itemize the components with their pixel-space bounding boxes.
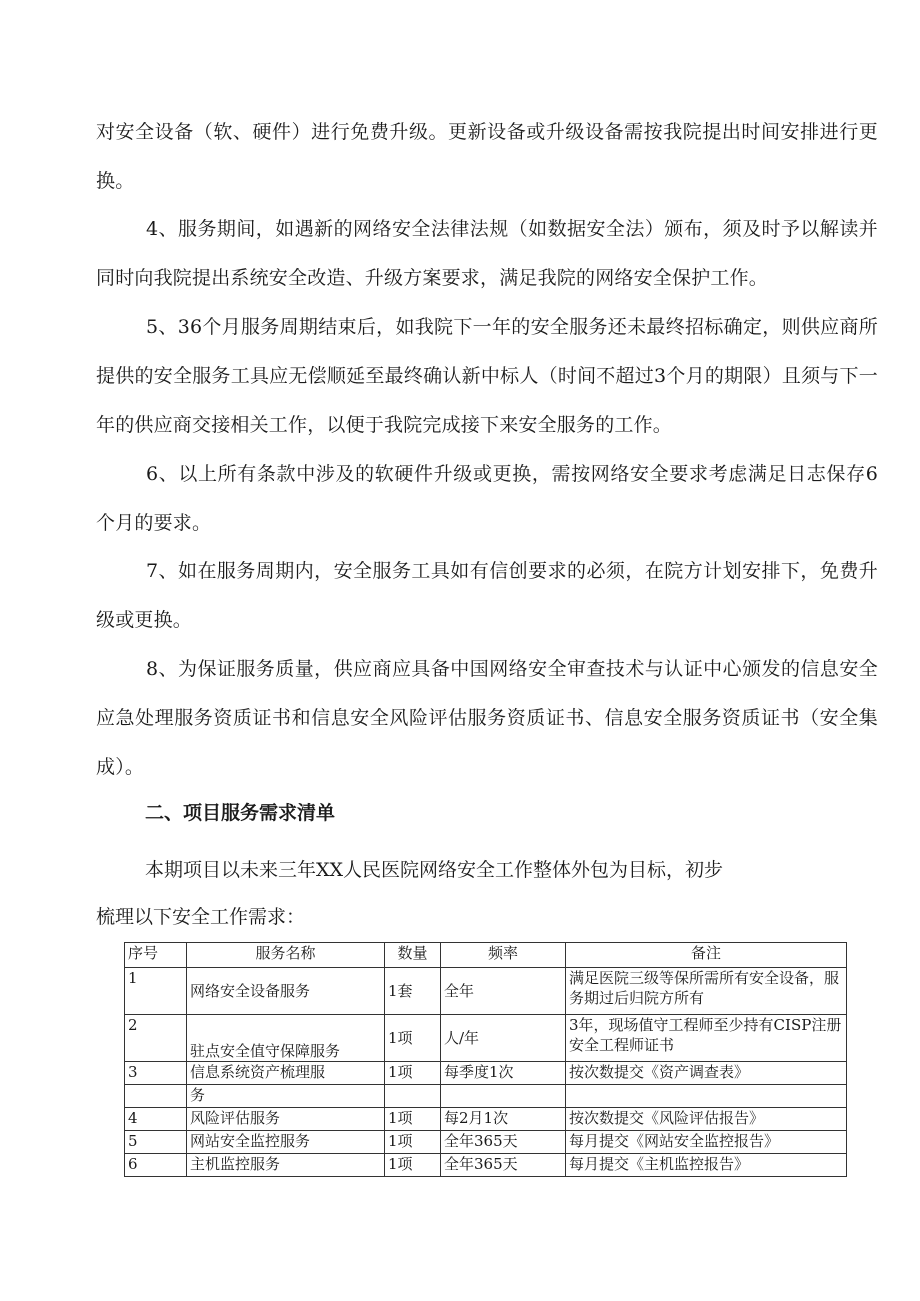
intro-line-1: 本期项目以未来三年XX人民医院网络安全工作整体外包为目标，初步 — [145, 859, 724, 881]
header-note: 备注 — [566, 943, 847, 968]
table-row — [125, 1108, 847, 1131]
cell-no — [125, 1085, 187, 1108]
requirements-table — [124, 942, 847, 1177]
header-qty: 数量 — [385, 943, 441, 968]
cell-name: 务 — [187, 1085, 385, 1108]
cell-note: 按次数提交《资产调查表》 — [566, 1062, 847, 1085]
cell-name: 网站安全监控服务 — [187, 1131, 385, 1154]
cell-freq: 每2月1次 — [441, 1108, 566, 1131]
header-freq: 频率 — [441, 943, 566, 968]
cell-name: 驻点安全值守保障服务 — [187, 1015, 385, 1062]
cell-no: 4 — [125, 1108, 187, 1131]
paragraph-item-4: 4、服务期间，如遇新的网络安全法律法规（如数据安全法）颁布，须及时予以解读并同时向我院提出系统安全改造、升级方案要求，满足我院的网络安全保护工作。 — [96, 218, 878, 289]
intro-line-2: 梳理以下安全工作需求： — [96, 906, 306, 928]
cell-freq: 人/年 — [441, 1015, 566, 1062]
cell-name: 信息系统资产梳理服 — [187, 1062, 385, 1085]
table-header-row — [125, 943, 847, 968]
table-row — [125, 1154, 847, 1177]
header-no: 序号 — [125, 943, 187, 968]
cell-freq — [441, 1085, 566, 1108]
paragraph-item-6: 6、以上所有条款中涉及的软硬件升级或更换，需按网络安全要求考虑满足日志保存6个月的要求。 — [96, 463, 878, 534]
cell-freq: 全年 — [441, 968, 566, 1015]
table-row — [125, 968, 847, 1015]
cell-note: 每月提交《主机监控报告》 — [566, 1154, 847, 1177]
cell-note: 按次数提交《风险评估报告》 — [566, 1108, 847, 1131]
cell-qty: 1套 — [385, 968, 441, 1015]
table-row — [125, 1015, 847, 1062]
paragraph-item-8: 8、为保证服务质量，供应商应具备中国网络安全审查技术与认证中心颁发的信息安全应急处理服务资质证书和信息安全风险评估服务资质证书、信息安全服务资质证书（安全集成）。 — [96, 658, 878, 778]
cell-name: 网络安全设备服务 — [187, 968, 385, 1015]
cell-qty: 1项 — [385, 1154, 441, 1177]
paragraph-item-5: 5、36个月服务周期结束后，如我院下一年的安全服务还未最终招标确定，则供应商所提供的安全服务工具应无偿顺延至最终确认新中标人（时间不超过3个月的期限）且须与下一年的供应商交接相关工作，以便于我院完成接下来安全服务的工作。 — [96, 316, 878, 436]
table-row — [125, 1131, 847, 1154]
cell-qty: 1项 — [385, 1062, 441, 1085]
cell-no: 2 — [125, 1015, 187, 1062]
cell-note: 满足医院三级等保所需所有安全设备，服务期过后归院方所有 — [566, 968, 847, 1015]
table-row — [125, 1085, 847, 1108]
cell-note: 每月提交《网站安全监控报告》 — [566, 1131, 847, 1154]
cell-qty: 1项 — [385, 1108, 441, 1131]
header-name: 服务名称 — [187, 943, 385, 968]
section-heading: 二、项目服务需求清单 — [145, 802, 336, 824]
paragraph-continuation: 对安全设备（软、硬件）进行免费升级。更新设备或升级设备需按我院提出时间安排进行更换。 — [96, 121, 878, 192]
cell-note — [566, 1085, 847, 1108]
cell-qty: 1项 — [385, 1015, 441, 1062]
cell-no: 3 — [125, 1062, 187, 1085]
cell-no: 1 — [125, 968, 187, 1015]
cell-name: 风险评估服务 — [187, 1108, 385, 1131]
cell-freq: 全年365天 — [441, 1154, 566, 1177]
cell-name: 主机监控服务 — [187, 1154, 385, 1177]
cell-no: 5 — [125, 1131, 187, 1154]
cell-freq: 全年365天 — [441, 1131, 566, 1154]
cell-freq: 每季度1次 — [441, 1062, 566, 1085]
cell-qty — [385, 1085, 441, 1108]
table-row — [125, 1062, 847, 1085]
cell-qty: 1项 — [385, 1131, 441, 1154]
cell-note: 3年，现场值守工程师至少持有CISP注册安全工程师证书 — [566, 1015, 847, 1062]
paragraph-item-7: 7、如在服务周期内，安全服务工具如有信创要求的必须，在院方计划安排下，免费升级或更换。 — [96, 560, 878, 631]
cell-no: 6 — [125, 1154, 187, 1177]
